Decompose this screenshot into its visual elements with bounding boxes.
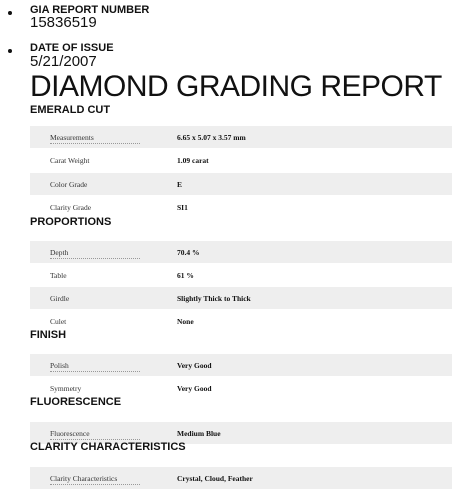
row-value: Slightly Thick to Thick — [177, 294, 251, 303]
row-value: 1.09 carat — [177, 156, 209, 165]
row-label: Girdle — [50, 294, 70, 303]
row-value: 70.4 % — [177, 248, 200, 257]
row-label: Polish — [50, 361, 140, 372]
table-row — [30, 126, 452, 148]
date-of-issue-label: DATE OF ISSUE — [30, 42, 114, 54]
row-value: E — [177, 180, 183, 189]
section-heading-clarity: CLARITY CHARACTERISTICS — [30, 441, 186, 453]
row-value: Very Good — [177, 361, 212, 370]
section-heading-fluorescence: FLUORESCENCE — [30, 396, 122, 408]
table-row — [30, 241, 452, 263]
row-label: Table — [50, 271, 67, 280]
row-value: Crystal, Cloud, Feather — [177, 474, 253, 483]
row-label: Color Grade — [50, 180, 88, 189]
row-label: Clarity Grade — [50, 203, 92, 212]
row-value: None — [177, 317, 194, 326]
row-label: Carat Weight — [50, 156, 90, 165]
row-label: Fluorescence — [50, 429, 140, 440]
table-row — [30, 310, 452, 332]
table-row — [30, 287, 452, 309]
bullet-icon — [8, 11, 12, 15]
row-label: Depth — [50, 248, 140, 259]
table-row — [30, 196, 452, 218]
row-value: 61 % — [177, 271, 194, 280]
row-label: Clarity Characteristics — [50, 474, 140, 485]
report-number-label: GIA REPORT NUMBER — [30, 4, 150, 16]
row-value: Very Good — [177, 384, 212, 393]
row-label: Symmetry — [50, 384, 82, 393]
report-title: DIAMOND GRADING REPORT — [30, 70, 442, 103]
row-label: Culet — [50, 317, 67, 326]
row-value: 6.65 x 5.07 x 3.57 mm — [177, 133, 246, 142]
row-label: Measurements — [50, 133, 140, 144]
bullet-icon — [8, 49, 12, 53]
report-number-value: 15836519 — [30, 14, 97, 31]
section-heading-finish: FINISH — [30, 329, 67, 341]
table-row — [30, 173, 452, 195]
row-value: SI1 — [177, 203, 188, 212]
table-row — [30, 149, 452, 171]
row-value: Medium Blue — [177, 429, 221, 438]
table-row — [30, 467, 452, 489]
date-of-issue-value: 5/21/2007 — [30, 53, 97, 70]
table-row — [30, 354, 452, 376]
section-heading-cut: EMERALD CUT — [30, 104, 111, 116]
table-row — [30, 264, 452, 286]
section-heading-proportions: PROPORTIONS — [30, 216, 112, 228]
